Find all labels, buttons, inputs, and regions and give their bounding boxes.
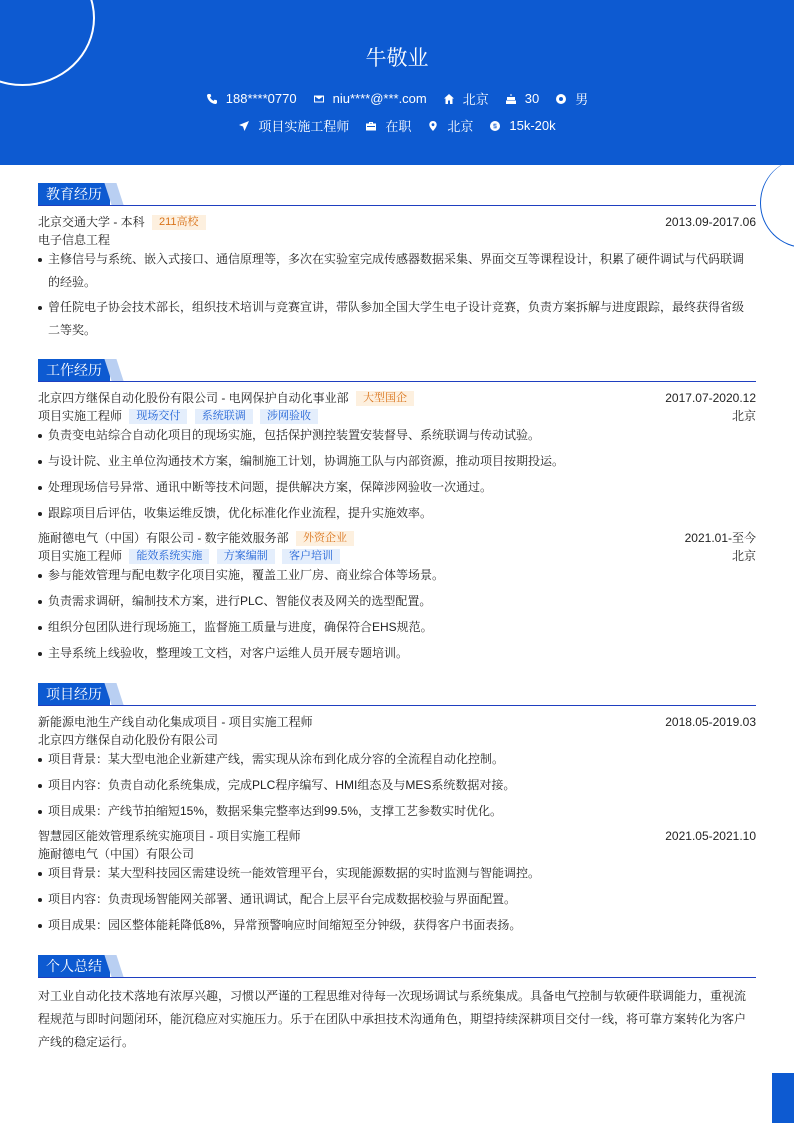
intention-position [238, 116, 349, 135]
project-1-bullet-1: 项目背景：某大型电池企业新建产线，需实现从涂布到化成分容的全流程自动化控制。 [38, 748, 756, 771]
job-1-company-row [38, 389, 756, 407]
cake-icon [505, 93, 517, 105]
contact-row [0, 89, 794, 108]
job-2-city: 北京 [731, 549, 756, 563]
project-2-org: 施耐德电气（中国）有限公司 [38, 847, 195, 861]
location-icon [427, 120, 439, 132]
job-1-bullet-3: 处理现场信号异常、通讯中断等技术问题，提供解决方案，保障涉网验收一次通过。 [38, 476, 756, 499]
age-text: 30 [524, 91, 540, 106]
job-2-tag-2: 方案编制 [217, 549, 275, 564]
send-icon [238, 120, 250, 132]
section-title-education: 教育经历 [38, 183, 110, 205]
intention-city [427, 116, 473, 135]
contact-email [313, 91, 427, 106]
salary-text: 15k-20k [509, 118, 556, 133]
project-1-name: 新能源电池生产线自动化集成项目 - 项目实施工程师 [38, 715, 313, 729]
position-text: 项目实施工程师 [258, 119, 350, 134]
home-text: 北京 [462, 92, 489, 107]
project-2-bullet-1: 项目背景：某大型科技园区需建设统一能效管理平台，实现能源数据的实时监测与智能调控。 [38, 862, 756, 885]
education-school-row [38, 213, 756, 231]
status-text: 在职 [385, 119, 412, 134]
education-major: 电子信息工程 [38, 233, 111, 247]
project-2-name: 智慧园区能效管理系统实施项目 - 项目实施工程师 [38, 829, 301, 843]
phone-text: 188****0770 [225, 91, 297, 106]
job-2-company: 施耐德电气（中国）有限公司 - 数字能效服务部 [38, 531, 289, 545]
intention-salary [489, 118, 555, 133]
job-1-bullet-2: 与设计院、业主单位沟通技术方案，编制施工计划，协调施工队与内部资源，推动项目按期投运。 [38, 450, 756, 473]
section-work [38, 359, 756, 382]
gender-icon [555, 93, 567, 105]
job-2-tag-3: 客户培训 [282, 549, 340, 564]
project-1-bullet-2: 项目内容：负责自动化系统集成，完成PLC程序编写、HMI组态及与MES系统数据对接。 [38, 774, 756, 797]
project-1-period: 2018.05-2019.03 [665, 715, 756, 729]
job-1-tag-2: 系统联调 [195, 409, 253, 424]
section-education [38, 183, 756, 206]
job-2-bullet-3: 组织分包团队进行现场施工，监督施工质量与进度，确保符合EHS规范。 [38, 616, 756, 639]
salary-icon [489, 120, 501, 132]
contact-gender [555, 89, 588, 108]
decorative-corner-block [772, 1073, 794, 1123]
job-1-tag-1: 现场交付 [129, 409, 187, 424]
job-2-company-tag: 外资企业 [296, 531, 354, 546]
education-period: 2013.09-2017.06 [665, 215, 756, 229]
job-2-role: 项目实施工程师 [38, 549, 123, 563]
section-summary [38, 955, 756, 978]
contact-home [443, 89, 489, 108]
job-2-period: 2021.01-至今 [684, 531, 756, 545]
project-2-bullet-2: 项目内容：负责现场智能网关部署、通讯调试，配合上层平台完成数据校验与界面配置。 [38, 888, 756, 911]
project-2-bullet-3: 项目成果：园区整体能耗降低8%，异常预警响应时间缩短至分钟级，获得客户书面表扬。 [38, 914, 756, 937]
section-title-summary: 个人总结 [38, 955, 110, 977]
job-2-bullet-1: 参与能效管理与配电数字化项目实施，覆盖工业厂房、商业综合体等场景。 [38, 564, 756, 587]
job-2-tag-1: 能效系统实施 [129, 549, 209, 564]
education-bullet-2: 曾任院电子协会技术部长，组织技术培训与竞赛宣讲，带队参加全国大学生电子设计竞赛，负责方案拆解与进度跟踪，最终获得省级 二等奖。 [38, 296, 756, 342]
job-1-tag-3: 涉网验收 [260, 409, 318, 424]
job-1-role-row [38, 407, 756, 425]
gender-text: 男 [575, 92, 589, 107]
contact-phone [206, 91, 297, 106]
job-1-role: 项目实施工程师 [38, 409, 123, 423]
project-1-bullet-3: 项目成果：产线节拍缩短15%，数据采集完整率达到99.5%，支撑工艺参数实时优化。 [38, 800, 756, 823]
contact-age [505, 91, 539, 106]
status-icon [365, 120, 377, 132]
resume-header [0, 0, 794, 165]
intention-row [0, 116, 794, 135]
education-tag: 211高校 [152, 215, 206, 230]
project-2-row [38, 827, 756, 845]
mail-icon [313, 93, 325, 105]
education-school: 北京交通大学 - 本科 [38, 215, 145, 229]
job-1-bullet-4: 跟踪项目后评估，收集运维反馈，优化标准化作业流程，提升实施效率。 [38, 502, 756, 525]
decorative-arc [760, 158, 794, 248]
job-2-company-row [38, 529, 756, 547]
email-text: niu****@***.com [332, 91, 427, 106]
project-2-period: 2021.05-2021.10 [665, 829, 756, 843]
candidate-name: 牛敬业 [365, 47, 429, 70]
education-bullet-1: 主修信号与系统、嵌入式接口、通信原理等，多次在实验室完成传感器数据采集、界面交互等课程设计，积累了硬件调试与代码联调 的经验。 [38, 248, 756, 294]
job-1-period: 2017.07-2020.12 [665, 391, 756, 405]
job-1-bullet-1: 负责变电站综合自动化项目的现场实施，包括保护测控装置安装督导、系统联调与传动试验。 [38, 424, 756, 447]
phone-icon [206, 93, 218, 105]
project-1-org: 北京四方继保自动化股份有限公司 [38, 733, 219, 747]
job-2-bullet-2: 负责需求调研，编制技术方案，进行PLC、智能仪表及网关的选型配置。 [38, 590, 756, 613]
city-text: 北京 [447, 119, 474, 134]
job-2-role-row [38, 547, 756, 565]
job-1-company: 北京四方继保自动化股份有限公司 - 电网保护自动化事业部 [38, 391, 349, 405]
summary-text: 对工业自动化技术落地有浓厚兴趣，习惯以严谨的工程思维对待每一次现场调试与系统集成。具备电气控制与软硬件联调能力，重视流 程规范与即时问题闭环，能沉稳应对实施压力。乐于在团队中承担技术沟通角色，期望持续深耕项目交付一线，将可靠方案转化为客户 产线的稳定运行。 [38, 989, 747, 1049]
job-1-company-tag: 大型国企 [356, 391, 414, 406]
section-projects [38, 683, 756, 706]
job-2-bullet-4: 主导系统上线验收，整理竣工文档，对客户运维人员开展专题培训。 [38, 642, 756, 665]
section-title-work: 工作经历 [38, 359, 110, 381]
home-icon [443, 93, 455, 105]
project-1-row [38, 713, 756, 731]
section-title-projects: 项目经历 [38, 683, 110, 705]
intention-status [365, 116, 411, 135]
job-1-city: 北京 [731, 409, 756, 423]
